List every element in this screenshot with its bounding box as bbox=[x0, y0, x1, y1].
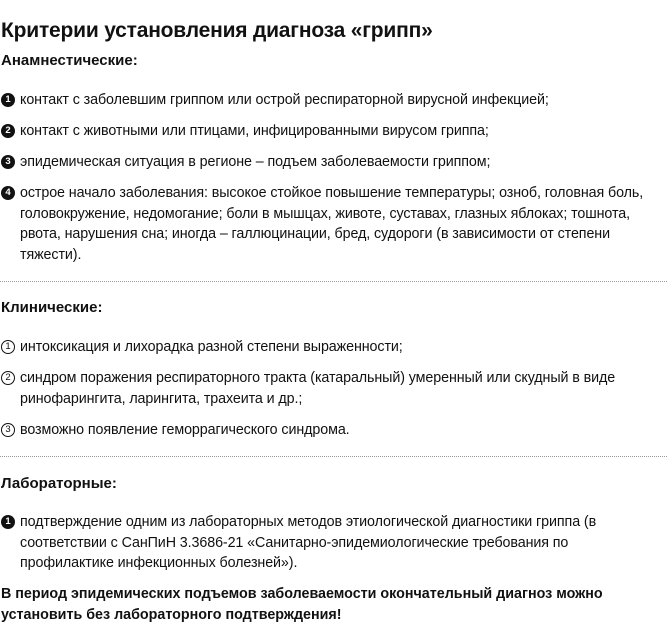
list-item bbox=[0, 121, 665, 142]
list-item-text: контакт с животными или птицами, инфицированными вирусом гриппа; bbox=[20, 123, 489, 139]
list-item-text: контакт с заболевшим гриппом или острой респираторной вирусной инфекцией; bbox=[20, 92, 549, 108]
section-heading-anamnestic: Анамнестические: bbox=[1, 52, 138, 69]
number-badge: 3 bbox=[1, 423, 15, 437]
page-title: Критерии установления диагноза «грипп» bbox=[1, 19, 433, 42]
list-item-text: острое начало заболевания: высокое стойкое повышение температуры; озноб, головная боль, головокружение, недомогание; боли в мышцах, животе, суставах, глазных яблоках; тошнота, рвота, нарушения сна; иногда – галлюцинации, бред, судороги (в зависимости от степени тяжести). bbox=[20, 185, 644, 263]
section-divider bbox=[0, 456, 667, 457]
list-item bbox=[0, 512, 665, 574]
list-item-text: интоксикация и лихорадка разной степени выраженности; bbox=[20, 339, 403, 355]
list-item-text: подтверждение одним из лабораторных методов этиологической диагностики гриппа (в соответствии с СанПиН 3.3686-21 «Санитарно-эпидемиологические требования по профилактике инфекционных болезней»). bbox=[20, 514, 597, 571]
number-badge: 1 bbox=[1, 515, 15, 529]
list-item bbox=[0, 152, 665, 173]
list-item bbox=[0, 337, 665, 358]
list-item bbox=[0, 183, 665, 265]
number-badge: 2 bbox=[1, 371, 15, 385]
list-item bbox=[0, 90, 665, 111]
section-divider bbox=[0, 281, 667, 282]
list-item-text: эпидемическая ситуация в регионе – подъем заболеваемости гриппом; bbox=[20, 154, 491, 170]
footer-note: В период эпидемических подъемов заболеваемости окончательный диагноз можно установить без лабораторного подтверждения! bbox=[1, 586, 603, 623]
number-badge: 1 bbox=[1, 93, 15, 107]
section-heading-laboratory: Лабораторные: bbox=[1, 475, 117, 492]
list-item-text: возможно появление геморрагического синдрома. bbox=[20, 422, 350, 438]
number-badge: 4 bbox=[1, 186, 15, 200]
list-item-text: синдром поражения респираторного тракта (катаральный) умеренный или скудный в виде ринофарингита, ларингита, трахеита и др.; bbox=[20, 370, 616, 407]
section-heading-clinical: Клинические: bbox=[1, 299, 103, 316]
number-badge: 2 bbox=[1, 124, 15, 138]
list-item bbox=[0, 420, 665, 441]
number-badge: 1 bbox=[1, 340, 15, 354]
number-badge: 3 bbox=[1, 155, 15, 169]
list-item bbox=[0, 368, 665, 409]
